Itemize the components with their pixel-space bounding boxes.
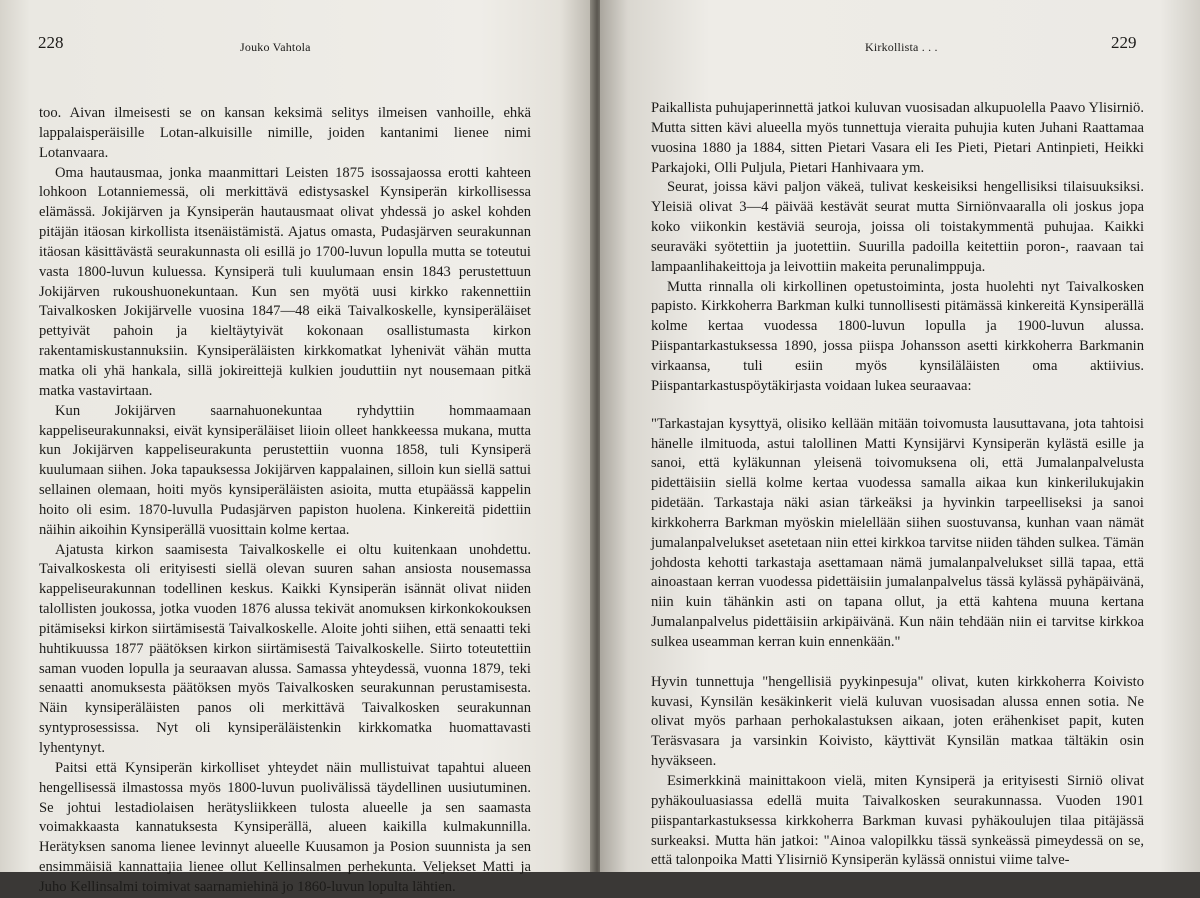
- page-number: 228: [38, 33, 64, 52]
- paragraph: Esimerkkinä mainittakoon vielä, miten Kynsiperä ja erityisesti Sirniö olivat pyhäkouluasiassa edellä muita Taivalkosken seurakunnassa. Vuoden 1901 piispantarkastuksessa kirkkoherra Barkman kuvasi pyhäkoulujen tilaa pitäjässä surkeaksi. Mutta hän jatkoi: "Ainoa valopilkku tässä synkeässä pimeydessä on se, että talonpoika Matti Ylisirniö Kynsiperän kylässä onnistui viime talve-: [651, 773, 1144, 869]
- paragraph: too. Aivan ilmeisesti se on kansan keksimä selitys ilmeisen vanhoille, ehkä lappalaisperäisille Lotan-alkuisille nimille, joiden kantanimi lienee nimi Lotanvaara.: [39, 105, 531, 161]
- paragraph: Ajatusta kirkon saamisesta Taivalkoskelle ei oltu kuitenkaan unohdettu. Taivalkoskesta oli erityisesti siellä olevan suuren sahan ansiosta nousemassa kappeliseurakunnan todellinen keskus. Kaikki Kynsiperän isännät olivat niiden talollisten joukossa, jotka vuoden 1876 alussa tekivät anomuksen kirkonkokouksen pitämiseksi kirkon siirtämisestä Taivalkoskelle. Aloite johti siihen, että senaatti teki huhtikuussa 1877 päätöksen kirkon siirtämisestä Taivalkoskelle. Siirto toteutettiin saman vuoden lopulla ja seuraavan alussa. Samassa yhteydessä, vuonna 1879, teki senaatti anomuksesta päätöksen myös Taivalkosken seurakunnan perustamisesta. Näin kynsiperäläisten panos oli merkittävä Taivalkosken seurakunnan syntyprosessissa. Nyt oli kynsiperäläistenkin kirkkomatka huomattavasti lyhentynyt.: [39, 541, 531, 756]
- paragraph: Paitsi että Kynsiperän kirkolliset yhteydet näin mullistuivat tapahtui alueen hengellisessä ilmastossa myös 1800-luvun puolivälissä täydellinen uusiutuminen. Se johtui lestadiolaisen herätysliikkeen tulosta alueelle ja sen saamasta voimakkaasta kannatuksesta Kynsiperällä, alueen kaikilla kulmakunnilla. Herätyksen sanoma lienee levinnyt alueelle Kuusamon ja Posion suunnista ja sen ensimmäisiä kannattajia lienee ollut Kellinsalmen perhekunta. Veljekset Matti ja Juho Kellinsalmi toimivat saarnamiehinä jo 1860-luvun lopulta lähtien.: [39, 759, 531, 895]
- page-number: 229: [1111, 33, 1137, 52]
- right-page-body: [651, 99, 1144, 871]
- paragraph: Seurat, joissa kävi paljon väkeä, tulivat keskeisiksi hengellisiksi tilaisuuksiksi. Yleisiä olivat 3—4 päivää kestävät seurat mutta Sirniönvaaralla oli joskus jopa koko viikonkin kestäviä seuroja, joissa oli toistakymmentä puhujaa. Kaikki seuraväki syötettiin ja juotettiin. Suurilla padoilla keitettiin poron-, raavaan tai lampaanlihakeittoja ja leivottiin makeita perunalimppuja.: [651, 179, 1144, 275]
- block-quote: "Tarkastajan kysyttyä, olisiko kellään mitään toivomusta lausuttavana, jota tahtoisi hänelle ilmituoda, astui talollinen Matti Kynsijärvi Kynsiperän kylästä esille ja sanoi, että kyläkunnan yleisenä toivomuksena oli, että Jumalanpalvelusta pidettäisiin siellä kolme kertaa vuodessa samalla aikaa kun kinkerilukujakin pidetään. Tarkastaja näki asian tärkeäksi ja hyvinkin tarpeelliseksi ja sanoi kirkkoherra Barkman myöskin mielellään siihen suostuvansa, kunhan vaan nämät jumalanpalvelukset asetetaan niin ettei kirkkoa tarvitse niiden tähden sulkea. Tämän johdosta kehotti tarkastaja asettamaan nämä jumalanpalvelukset sillä tapaa, että ainoastaan kerran vuodessa pidettäisiin jumalanpalvelus tässä kylässä pyhäpäivänä, niin kuin tähänkin asti on tapana ollut, ja että kahtena muuna kertana Jumalanpalvelus pidettäisiin arkipäivänä. Kun näin tehdään niin ei tarvitse kirkkoa sulkea useamman kerran kuin ennenkään.": [651, 415, 1144, 650]
- running-head: Jouko Vahtola: [240, 40, 311, 54]
- paragraph: Hyvin tunnettuja "hengellisiä pyykinpesuja" olivat, kuten kirkkoherra Koivisto kuvasi, Kynsilän kesäkinkerit vielä kuluvan vuosisadan alussa ennen sotia. Ne olivat myös parhaan perhokalastuksen aikaan, joten erähenkiset papit, kuten Teräsvasara ja varsinkin Koivisto, käyttivät Kynsilän matkaa tältäkin osin hyväkseen.: [651, 673, 1144, 770]
- paragraph: Kun Jokijärven saarnahuonekuntaa ryhdyttiin hommaamaan kappeliseurakunnaksi, eivät kynsiperäläiset liioin olleet hankkeessa mukana, mutta kun Jokijärven kappeliseurakunta perustettiin vuonna 1858, tuli Kynsiperä kuulumaan siihen. Joka tapauksessa Jokijärven kappalainen, silloin kun siellä sattui sellainen olemaan, hoiti myös kynsiperäläisten asioita, mutta etupäässä kappelin hoito oli esim. 1870-luvulla Pudasjärven papiston huolena. Kinkereitä pidettiin näihin aikoihin Kynsiperällä vuosittain kolme kertaa.: [39, 402, 531, 538]
- right-page: [600, 0, 1200, 872]
- running-head: Kirkollista . . .: [865, 40, 938, 54]
- paragraph: Paikallista puhujaperinnettä jatkoi kuluvan vuosisadan alkupuolella Paavo Ylisirniö. Mutta sitten kävi alueella myös tunnettuja vieraita puhujia kuten Juhani Raattamaa vuosina 1880 ja 1884, sitten Pietari Vasara eli Ies Pieti, Pietari Antinpieti, Heikki Parkajoki, Olli Puljula, Pietari Hanhivaara ym.: [651, 100, 1144, 176]
- paragraph: Oma hautausmaa, jonka maanmittari Leisten 1875 isossajaossa erotti kahteen lohkoon Lotanniemessä, oli merkittävä edistysaskel Kynsiperän kirkollisessa elämässä. Jokijärven ja Kynsiperän hautausmaat olivat yhdessä jo askel kohden pitäjän itäosan kirkollista itsenäistämistä. Ajatus omasta, Pudasjärven seurakunnan itäosan käsittävästä seurakunnasta oli esillä jo 1700-luvun lopulla mutta se toteutui vasta 1800-luvun kuluessa. Kynsiperä tuli kuulumaan ensin 1843 perustettuun Jokijärven rukoushuonekuntaan. Kun sen myötä uusi kirkko rakennettiin Taivalkosken Jokijärvelle vuosina 1847—48 eikä Taivalkoskelle, kynsiperäläiset pettyivät pahoin ja kieltäytyivät kokonaan osallistumasta kirkon rakentamiskustannuksiin. Kynsiperäläisten kirkkomatkat lyhenivät vähän mutta matka oli yhä hankala, sillä jokireittejä kulkien jouduttiin nyt nousemaan pitkä matka vastavirtaan.: [39, 164, 531, 399]
- left-page-body: [39, 104, 531, 898]
- left-page: [0, 0, 594, 895]
- paragraph: Mutta rinnalla oli kirkollinen opetustoiminta, josta huolehti nyt Taivalkosken papisto. Kirkkoherra Barkman kulki tunnollisesti pitämässä kinkereitä Kynsiperällä kolme kertaa vuodessa 1800-luvun lopulla ja 1900-luvun alussa. Piispantarkastuksessa 1890, jossa piispa Johansson asetti kirkkoherra Barkmanin virkaansa, tuli esiin myös kynsiläläisten oma aktiivius. Piispantarkastuspöytäkirjasta voidaan lukea seuraavaa:: [651, 278, 1144, 394]
